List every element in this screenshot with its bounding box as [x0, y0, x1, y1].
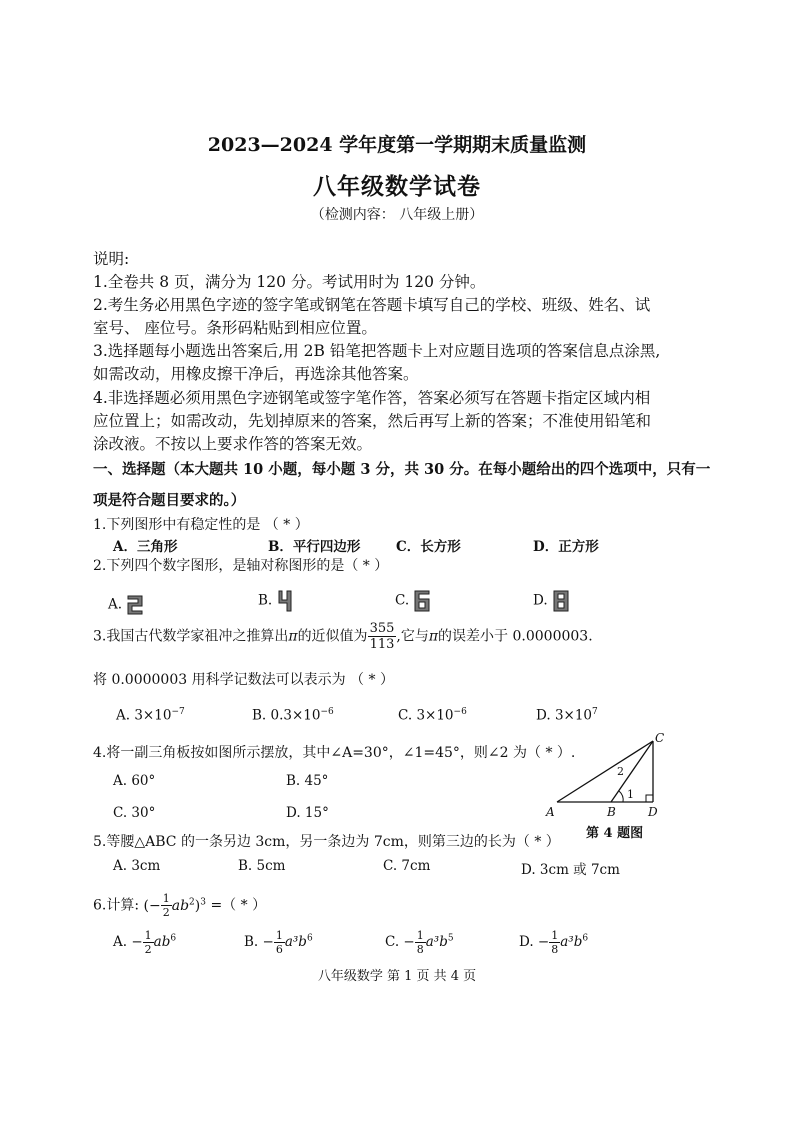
- q1-option-b: B．平行四边形: [268, 539, 361, 555]
- q2-option-label: C.: [395, 592, 410, 609]
- q3-text: 的近似值为: [297, 628, 368, 645]
- option-exponent: −7: [171, 707, 185, 717]
- option-label: A.: [113, 934, 128, 950]
- section-heading-cont: 项是符合题目要求的。）: [93, 492, 246, 509]
- q3-text: ,它与: [396, 628, 429, 645]
- q4-option-a: A. 60°: [113, 773, 156, 789]
- q3-option-b: [252, 707, 334, 724]
- label-d: D: [648, 805, 658, 819]
- q6-option-a: A. − $\frac{1}{2}$ $ab^6$: [113, 929, 177, 956]
- fraction-numerator: 355: [369, 621, 395, 636]
- digit-6-figure: [413, 590, 431, 612]
- question-5-stem: 5.等腰△ABC 的一条另边 3cm，另一条边为 7cm，则第三边的长为（ * ）: [93, 834, 560, 850]
- q5-option-d: D. 3cm 或 7cm: [521, 862, 620, 878]
- option-expr: a³b: [560, 934, 583, 950]
- right-angle-mark: [646, 795, 653, 802]
- q2-option-label: A.: [108, 596, 123, 613]
- q5-option-b: B. 5cm: [238, 858, 286, 874]
- question-3-stem: [93, 622, 593, 651]
- fraction-355-113: [368, 622, 397, 651]
- option-fraction: $\frac{1}{6}$: [275, 929, 283, 956]
- pi-symbol: π: [428, 628, 439, 645]
- section-heading: 一、选择题（本大题共 10 小题，每小题 3 分，共 30 分。在每小题给出的四个选项中，只有一: [93, 461, 711, 478]
- digit-2-figure: [126, 594, 144, 616]
- q3-text: 的误差小于 0.0000003.: [438, 628, 593, 645]
- option-exponent: 6: [582, 933, 589, 944]
- exam-subtitle: 八年级数学试卷: [313, 173, 481, 200]
- q3-option-d: [536, 707, 598, 724]
- option-expr: a³b: [284, 934, 307, 950]
- q4-figure-caption: 第 4 题图: [586, 826, 644, 841]
- option-label: A.: [116, 707, 131, 724]
- q1-option-c: C．长方形: [396, 539, 461, 555]
- q1-option-d: D．正方形: [533, 539, 599, 555]
- label-a: A: [546, 805, 555, 819]
- q6-option-d: D. − $\frac{1}{8}$ $a^3b^6$: [519, 929, 589, 956]
- instruction-line: 如需改动，用橡皮擦干净后，再选涂其他答案。: [93, 365, 419, 383]
- q3-option-c: [398, 707, 467, 724]
- question-1-stem: 1.下列图形中有稳定性的是 （ * ）: [93, 517, 309, 533]
- option-exponent: 7: [592, 707, 598, 717]
- option-base: 3×10: [416, 707, 454, 724]
- option-label: D.: [536, 707, 551, 724]
- q5-option-a: A. 3cm: [113, 858, 161, 874]
- digit-8-figure: [552, 590, 570, 612]
- q2-option-d: [533, 590, 570, 612]
- instructions-heading: 说明:: [93, 250, 130, 268]
- q2-option-b: [258, 590, 293, 612]
- q3-option-a: [116, 707, 185, 724]
- page-footer: 八年级数学 第 1 页 共 4 页: [317, 969, 477, 984]
- q2-option-c: [395, 590, 431, 612]
- question-3-line2: 将 0.0000003 用科学记数法可以表示为 （ * ）: [93, 672, 394, 688]
- fraction-one-half: $\frac{1}{2}$: [162, 892, 170, 919]
- q4-option-b: B. 45°: [286, 773, 329, 789]
- q2-option-label: B.: [258, 592, 273, 609]
- option-base: 3×10: [134, 707, 172, 724]
- option-exponent: −6: [453, 707, 467, 717]
- option-fraction: $\frac{1}{8}$: [416, 929, 424, 956]
- question-6-stem: [93, 893, 266, 918]
- option-expr: ab: [153, 934, 171, 950]
- q6-option-b: B. − $\frac{1}{6}$ $a^3b^6$: [244, 929, 313, 956]
- q4-option-c: C. 30°: [113, 805, 156, 821]
- exam-title: 2023—2024 学年度第一学期期末质量监测: [207, 134, 587, 156]
- option-label: B.: [252, 707, 267, 724]
- q6-suffix: =（ * ）: [210, 897, 267, 914]
- digit-4-figure: [277, 590, 293, 612]
- instruction-line: 2.考生务必用黑色字迹的签字笔或钢笔在答题卡填写自己的学校、班级、姓名、试: [93, 296, 651, 314]
- angle-1-arc: [619, 791, 623, 802]
- option-exponent: 6: [306, 933, 313, 944]
- pi-symbol: π: [288, 628, 298, 645]
- option-label: C.: [385, 934, 400, 950]
- question-4-stem: 4.将一副三角板按如图所示摆放，其中∠A=30°，∠1=45°，则∠2 为（ * ）.: [93, 745, 576, 761]
- instruction-line: 室号、 座位号。条形码粘贴到相应位置。: [93, 319, 377, 337]
- q2-option-a: [108, 594, 144, 616]
- option-base: 0.3×10: [270, 707, 321, 724]
- q1-option-a: A．三角形: [113, 539, 178, 555]
- option-expr: a³b: [425, 934, 448, 950]
- line-ac: [557, 741, 653, 802]
- q3-text: 3.我国古代数学家祖冲之推算出: [93, 628, 289, 645]
- instruction-line: 涂改液。不按以上要求作答的答案无效。: [93, 435, 373, 453]
- fraction-denominator: 113: [369, 637, 395, 652]
- option-exponent: 5: [447, 933, 454, 944]
- label-angle-2: 2: [617, 765, 624, 778]
- instruction-line: 应位置上；如需改动，先划掉原来的答案，然后再写上新的答案；不准使用铅笔和: [93, 412, 652, 430]
- q4-option-d: D. 15°: [286, 805, 329, 821]
- q4-triangle-figure: [545, 730, 670, 820]
- option-fraction: $\frac{1}{2}$: [144, 929, 152, 956]
- q5-option-c: C. 7cm: [383, 858, 431, 874]
- option-label: C.: [398, 707, 413, 724]
- option-exponent: −6: [320, 707, 334, 717]
- q6-expression: (− $\frac{1}{2}$ $ab^2)^3$: [143, 892, 206, 919]
- instruction-line: 4.非选择题必须用黑色字迹钢笔或签字笔作答，答案必须写在答题卡指定区域内相: [93, 389, 651, 407]
- label-b: B: [607, 805, 616, 819]
- option-base: 3×10: [554, 707, 593, 724]
- q6-prefix: 6.计算:: [93, 897, 140, 914]
- q6-option-c: C. − $\frac{1}{8}$ $a^3b^5$: [385, 929, 454, 956]
- option-label: B.: [244, 934, 259, 950]
- option-fraction: $\frac{1}{8}$: [551, 929, 559, 956]
- instruction-line: 1.全卷共 8 页，满分为 120 分。考试用时为 120 分钟。: [93, 273, 486, 291]
- label-c: C: [655, 731, 665, 745]
- label-angle-1: 1: [627, 788, 634, 801]
- question-2-stem: 2.下列四个数字图形，是轴对称图形的是（ * ）: [93, 558, 389, 574]
- instruction-line: 3.选择题每小题选出答案后,用 2B 铅笔把答题卡上对应题目选项的答案信息点涂黑,: [93, 342, 661, 360]
- option-exponent: 6: [170, 933, 177, 944]
- q2-option-label: D.: [533, 592, 548, 609]
- exam-scope: （检测内容： 八年级上册）: [310, 207, 484, 223]
- option-label: D.: [519, 934, 534, 950]
